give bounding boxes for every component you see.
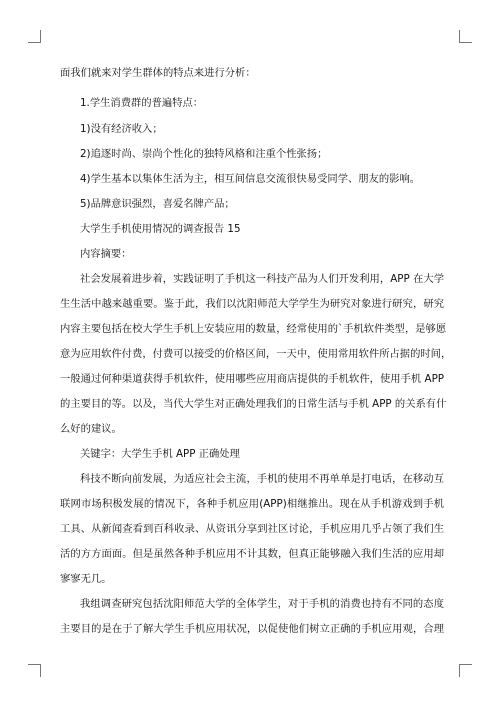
- text-line: 社会发展着进步着，实践证明了手机这一科技产品为人们开发利用，APP 在大学: [80, 273, 444, 285]
- text-line: 的主要目的等。以及，当代大学生对正确处理我们的日常生活与手机 APP 的关系有什: [60, 398, 447, 410]
- text-line: 2)追逐时尚、崇尚个性化的独特风格和注重个性张扬；: [80, 148, 328, 160]
- text-line: 面我们就来对学生群体的特点来进行分析：: [60, 67, 256, 79]
- text-line: 我组调查研究包括沈阳师范大学的全体学生，对于手机的消费也持有不同的态度: [80, 598, 444, 610]
- page-corner-mark-top-right: [459, 30, 472, 43]
- page-corner-mark-bottom-left: [28, 664, 41, 677]
- text-line: 联网市场积极发展的情况下，各种手机应用(APP)相继推出。现在从手机游戏到手机: [60, 498, 444, 510]
- text-line: 内容主要包括在校大学生手机上安装应用的数量，经常使用的`手机软件类型，是够愿: [60, 323, 447, 335]
- text-line: 5)品牌意识强烈，喜爱名牌产品；: [80, 198, 235, 210]
- text-line: 4)学生基本以集体生活为主，相互间信息交流很快易受同学、朋友的影响。: [80, 173, 421, 185]
- text-line: 生生活中越来越重要。鉴于此，我们以沈阳师范大学学生为研究对象进行研究，研究: [60, 298, 444, 310]
- text-line: 一般通过何种渠道获得手机软件，使用哪些应用商店提供的手机软件，使用手机 APP: [60, 373, 444, 385]
- text-line: 大学生手机使用情况的调查报告 15: [80, 223, 241, 235]
- text-line: 1.学生消费群的普遍特点：: [80, 97, 204, 109]
- text-line: 寥寥无几。: [60, 573, 112, 585]
- text-line: 关键字：大学生手机 APP 正确处理: [80, 448, 240, 460]
- page-corner-mark-top-left: [28, 30, 41, 43]
- text-line: 活的方方面面。但是虽然各种手机应用不计其数，但真正能够融入我们生活的应用却: [60, 548, 444, 560]
- text-line: 意为应用软件付费，付费可以接受的价格区间，一天中，使用常用软件所占据的时间，: [60, 348, 452, 360]
- page-corner-mark-bottom-right: [459, 664, 472, 677]
- text-line: 1)没有经济收入；: [80, 123, 163, 135]
- text-line: 主要目的是在于了解大学生手机应用状况，以促使他们树立正确的手机应用观，合理: [60, 623, 444, 635]
- text-line: 科技不断向前发展，为适应社会主流，手机的使用不再单单是打电话，在移动互: [80, 473, 444, 485]
- text-line: 么好的建议。: [60, 423, 122, 435]
- text-line: 内容摘要：: [80, 248, 132, 260]
- text-line: 工具、从新闻查看到百科收录、从资讯分享到社区讨论，手机应用几乎占领了我们生: [60, 523, 444, 535]
